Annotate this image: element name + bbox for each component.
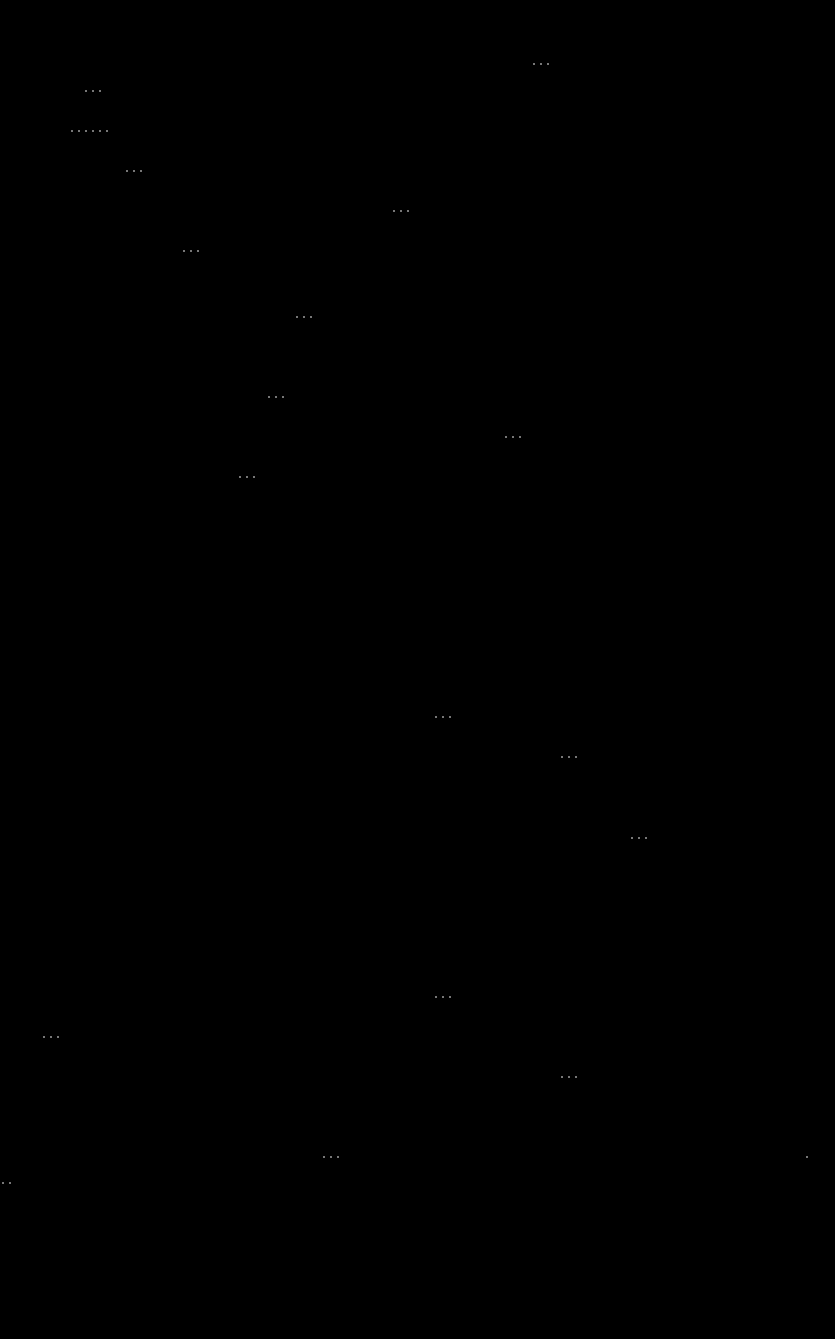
dot-icon xyxy=(133,170,135,172)
dot-icon xyxy=(140,170,142,172)
ellipsis-dots xyxy=(393,210,409,212)
ellipsis-dots xyxy=(126,170,142,172)
dot-icon xyxy=(282,396,284,398)
dot-icon xyxy=(337,1156,339,1158)
ellipsis-dots xyxy=(533,63,549,65)
dot-icon xyxy=(50,1036,52,1038)
dot-icon xyxy=(296,316,298,318)
dot-icon xyxy=(449,716,451,718)
dot-icon xyxy=(253,476,255,478)
dot-icon xyxy=(435,716,437,718)
dot-icon xyxy=(575,756,577,758)
ellipsis-dots xyxy=(2,1182,11,1184)
dot-icon xyxy=(71,130,73,132)
dot-icon xyxy=(435,996,437,998)
ellipsis-dots xyxy=(631,837,647,839)
ellipsis-dots xyxy=(561,756,577,758)
ellipsis-dots xyxy=(435,716,451,718)
ellipsis-dots xyxy=(71,130,108,132)
dot-icon xyxy=(310,316,312,318)
dot-icon xyxy=(505,436,507,438)
dot-icon xyxy=(43,1036,45,1038)
dot-icon xyxy=(547,63,549,65)
dot-icon xyxy=(638,837,640,839)
ellipsis-dots xyxy=(561,1076,577,1078)
dot-icon xyxy=(78,130,80,132)
dot-icon xyxy=(92,90,94,92)
dot-icon xyxy=(540,63,542,65)
dot-icon xyxy=(183,250,185,252)
dot-icon xyxy=(561,756,563,758)
dot-icon xyxy=(9,1182,11,1184)
dot-icon xyxy=(512,436,514,438)
dot-icon xyxy=(239,476,241,478)
dot-icon xyxy=(126,170,128,172)
ellipsis-dots xyxy=(435,996,451,998)
dot-icon xyxy=(533,63,535,65)
dot-icon xyxy=(442,996,444,998)
dot-icon xyxy=(561,1076,563,1078)
dot-icon xyxy=(275,396,277,398)
dot-icon xyxy=(631,837,633,839)
dot-icon xyxy=(806,1156,808,1158)
ellipsis-dots xyxy=(268,396,284,398)
dot-icon xyxy=(393,210,395,212)
dot-icon xyxy=(442,716,444,718)
dot-icon xyxy=(99,130,101,132)
dot-icon xyxy=(2,1182,4,1184)
dot-icon xyxy=(330,1156,332,1158)
ellipsis-dots xyxy=(85,90,101,92)
dot-icon xyxy=(99,90,101,92)
dot-icon xyxy=(645,837,647,839)
ellipsis-dots xyxy=(323,1156,339,1158)
ellipsis-dots xyxy=(183,250,199,252)
ellipsis-dots xyxy=(296,316,312,318)
dot-icon xyxy=(449,996,451,998)
dot-icon xyxy=(575,1076,577,1078)
dot-icon xyxy=(268,396,270,398)
dot-icon xyxy=(190,250,192,252)
ellipsis-dots xyxy=(239,476,255,478)
ellipsis-dots xyxy=(43,1036,59,1038)
ellipsis-dots xyxy=(806,1156,808,1158)
dot-icon xyxy=(303,316,305,318)
dot-icon xyxy=(106,130,108,132)
dot-icon xyxy=(197,250,199,252)
dot-icon xyxy=(85,130,87,132)
dot-icon xyxy=(568,1076,570,1078)
dot-icon xyxy=(323,1156,325,1158)
dot-icon xyxy=(92,130,94,132)
dot-icon xyxy=(246,476,248,478)
dot-icon xyxy=(57,1036,59,1038)
dot-icon xyxy=(519,436,521,438)
dot-icon xyxy=(407,210,409,212)
dot-icon xyxy=(85,90,87,92)
dot-icon xyxy=(400,210,402,212)
dot-icon xyxy=(568,756,570,758)
ellipsis-dots xyxy=(505,436,521,438)
